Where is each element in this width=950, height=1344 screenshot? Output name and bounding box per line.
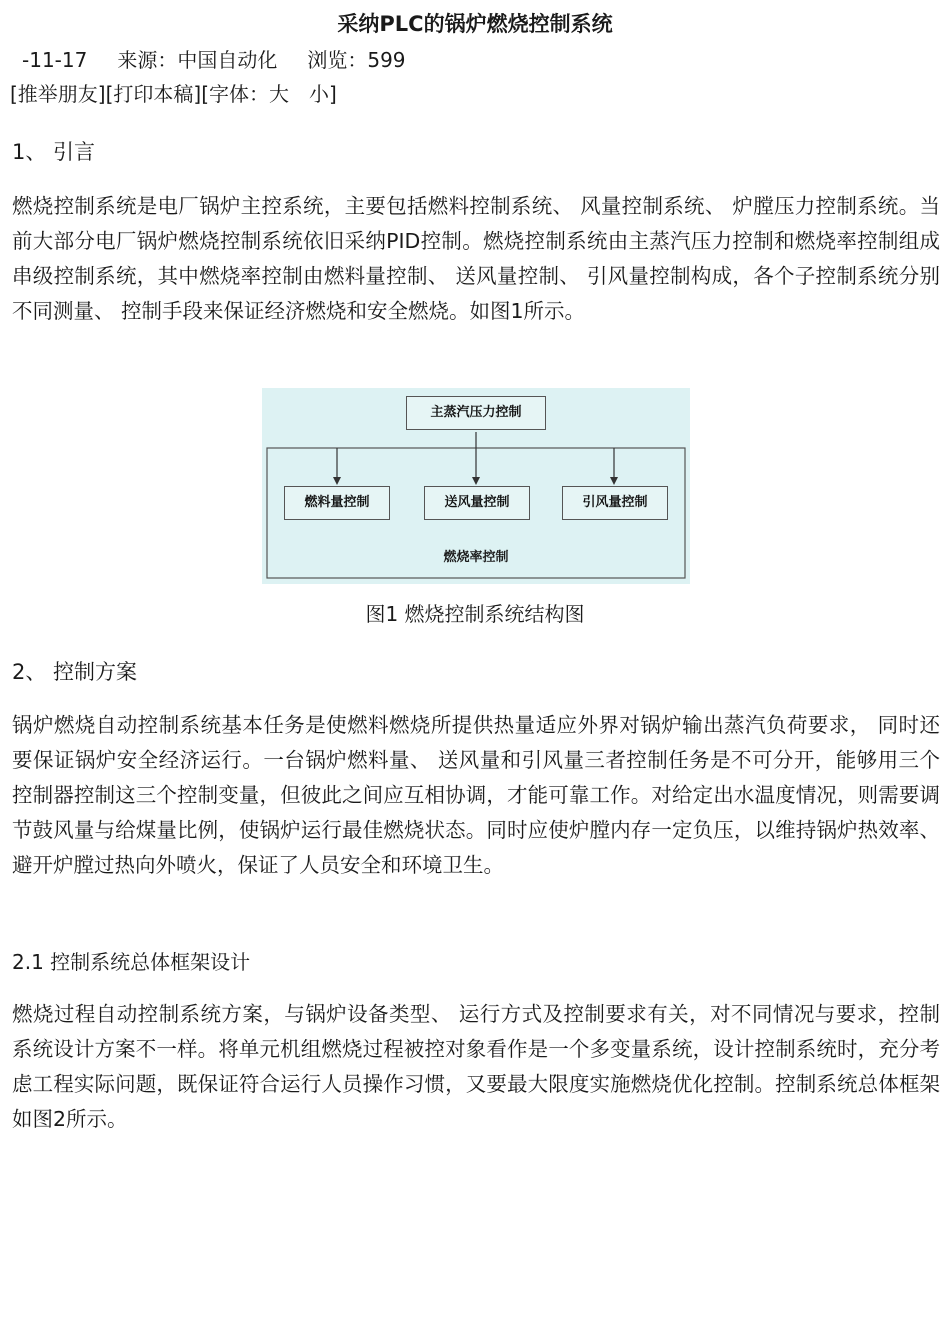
font-size-link[interactable]: [字体：大 小]	[201, 82, 337, 106]
box-induced-draft-control: 引风量控制	[562, 486, 668, 520]
print-link[interactable]: [打印本稿]	[105, 82, 202, 106]
figure-control-structure	[262, 388, 690, 584]
section-heading-scheme: 2、 控制方案	[12, 660, 138, 684]
label-combustion-rate: 燃烧率控制	[443, 550, 509, 565]
box-fuel-control: 燃料量控制	[284, 486, 390, 520]
figure-caption: 图1 燃烧控制系统结构图	[365, 602, 585, 626]
section-heading-intro: 1、 引言	[12, 140, 96, 164]
article-title: 采纳PLC的锅炉燃烧控制系统	[337, 12, 613, 36]
arrow-head-air	[472, 477, 480, 485]
recommend-link[interactable]: [推举朋友]	[10, 82, 106, 106]
arrow-head-fuel	[333, 477, 341, 485]
arrow-head-induced	[610, 477, 618, 485]
article-tools	[10, 78, 337, 107]
paragraph-scheme: 锅炉燃烧自动控制系统基本任务是使燃料燃烧所提供热量适应外界对锅炉输出蒸汽负荷要求， 同时还要保证锅炉安全经济运行。一台锅炉燃料量、 送风量和引风量三者控制任务是不可分开，能够用三个控制器控制这三个控制变量，但彼此之间应互相协调，才能可靠工作。对给定出水温度情况，则需要调节鼓风量与给煤量比例，使锅炉运行最佳燃烧状态。同时应使炉膛内存一定负压，以维持锅炉热效率、 避开炉膛过热向外喷火，保证了人员安全和环境卫生。	[12, 713, 940, 877]
paragraph-intro: 燃烧控制系统是电厂锅炉主控系统，主要包括燃料控制系统、 风量控制系统、 炉膛压力控制系统。当前大部分电厂锅炉燃烧控制系统依旧采纳PID控制。燃烧控制系统由主蒸汽压力控制和燃烧率控制组成串级控制系统，其中燃烧率控制由燃料量控制、 送风量控制、 引风量控制构成，各个子控制系统分别不同测量、 控制手段来保证经济燃烧和安全燃烧。如图1所示。	[12, 194, 940, 323]
article-source: 来源：中国自动化	[117, 48, 278, 72]
subsection-heading-framework: 2.1 控制系统总体框架设计	[12, 950, 251, 974]
box-air-control: 送风量控制	[424, 486, 530, 520]
view-count: 浏览：599	[307, 48, 406, 72]
article-meta	[22, 44, 436, 73]
publish-date: -11-17	[22, 48, 88, 72]
box-main-steam-pressure: 主蒸汽压力控制	[406, 396, 546, 430]
paragraph-framework: 燃烧过程自动控制系统方案，与锅炉设备类型、 运行方式及控制要求有关，对不同情况与要求，控制系统设计方案不一样。将单元机组燃烧过程被控对象看作是一个多变量系统，设计控制系统时，充分考虑工程实际问题，既保证符合运行人员操作习惯，又要最大限度实施燃烧优化控制。控制系统总体框架如图2所示。	[12, 1002, 940, 1131]
